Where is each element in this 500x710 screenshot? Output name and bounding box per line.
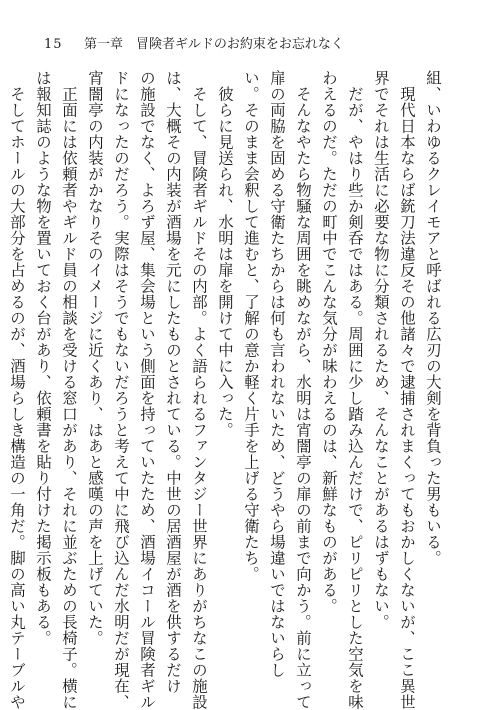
text-column: 彼らに見送られ、水明は扉を開けて中に入った。 — [216, 70, 234, 438]
text-column: だが、やはり些か剣呑ではある。周囲に少し踏み込んだけで、ピリピリとした空気を味 — [346, 70, 364, 710]
text-column: い。そのまま会釈して進むと、了解の意か軽く片手を上げる守衛たち。 — [242, 70, 260, 582]
body-text — [8, 70, 446, 710]
text-column: わえるのだ。ただの町中でこんな気分が味わえるのは、新鮮なものがある。 — [320, 70, 338, 614]
text-column: そんなやたら物騒な周囲を眺めながら、水明は宵闇亭の扉の前まで向かう。前に立って — [294, 70, 312, 710]
text-column: 扉の両脇を固める守衛たちからは何も言われないため、どうやら場違いではないらし — [268, 70, 286, 678]
text-column — [0, 70, 4, 675]
text-column: は、大概その内装が酒場を元にしたものとされている。中世の居酒屋が酒を供するだけ — [164, 70, 182, 694]
text-column: 正面には依頼者やギルド員の相談を受ける窓口があり、それに並ぶための長椅子。横に — [60, 70, 78, 710]
page-number: 15 — [44, 37, 63, 52]
text-column: の施設でなく、よろず屋、集会場という側面を持っていたため、酒場イコール冒険者ギル — [138, 70, 156, 710]
text-column: そしてホールの大部分を占めるのが、酒場らしき構造の一角だ。脚の高い丸テーブルや — [8, 70, 26, 710]
text-column: 宵闇亭の内装がかなりそのイメージに近くあり、はあと感嘆の声を上げていた。 — [86, 70, 104, 646]
text-column: ドになったのだろう。実際はそうでもないだろうと考えて中に飛び込んだ水明だが現在、 — [112, 70, 130, 710]
text-column: は報知誌のような物を置いておく台があり、依頼書を貼り付けた掲示板もある。 — [34, 70, 52, 646]
text-column: 現代日本ならば銃刀法違反その他諸々で逮捕されまくってもおかしくないが、ここ異世 — [398, 70, 416, 710]
text-column: そして、冒険者ギルドその内部。よく語られるファンタジー世界にありがちなこの施設 — [190, 70, 208, 710]
running-head: 第一章 冒険者ギルドのお約束をお忘れなく — [84, 37, 344, 52]
page-header — [44, 36, 460, 54]
text-column: 組、いわゆるクレイモアと呼ばれる広刃の大剣を背負った男もいる。 — [424, 70, 442, 566]
text-column: 界でそれは生活に必要な物に分類されるため、そんなことがあるはずもない。 — [372, 70, 390, 630]
